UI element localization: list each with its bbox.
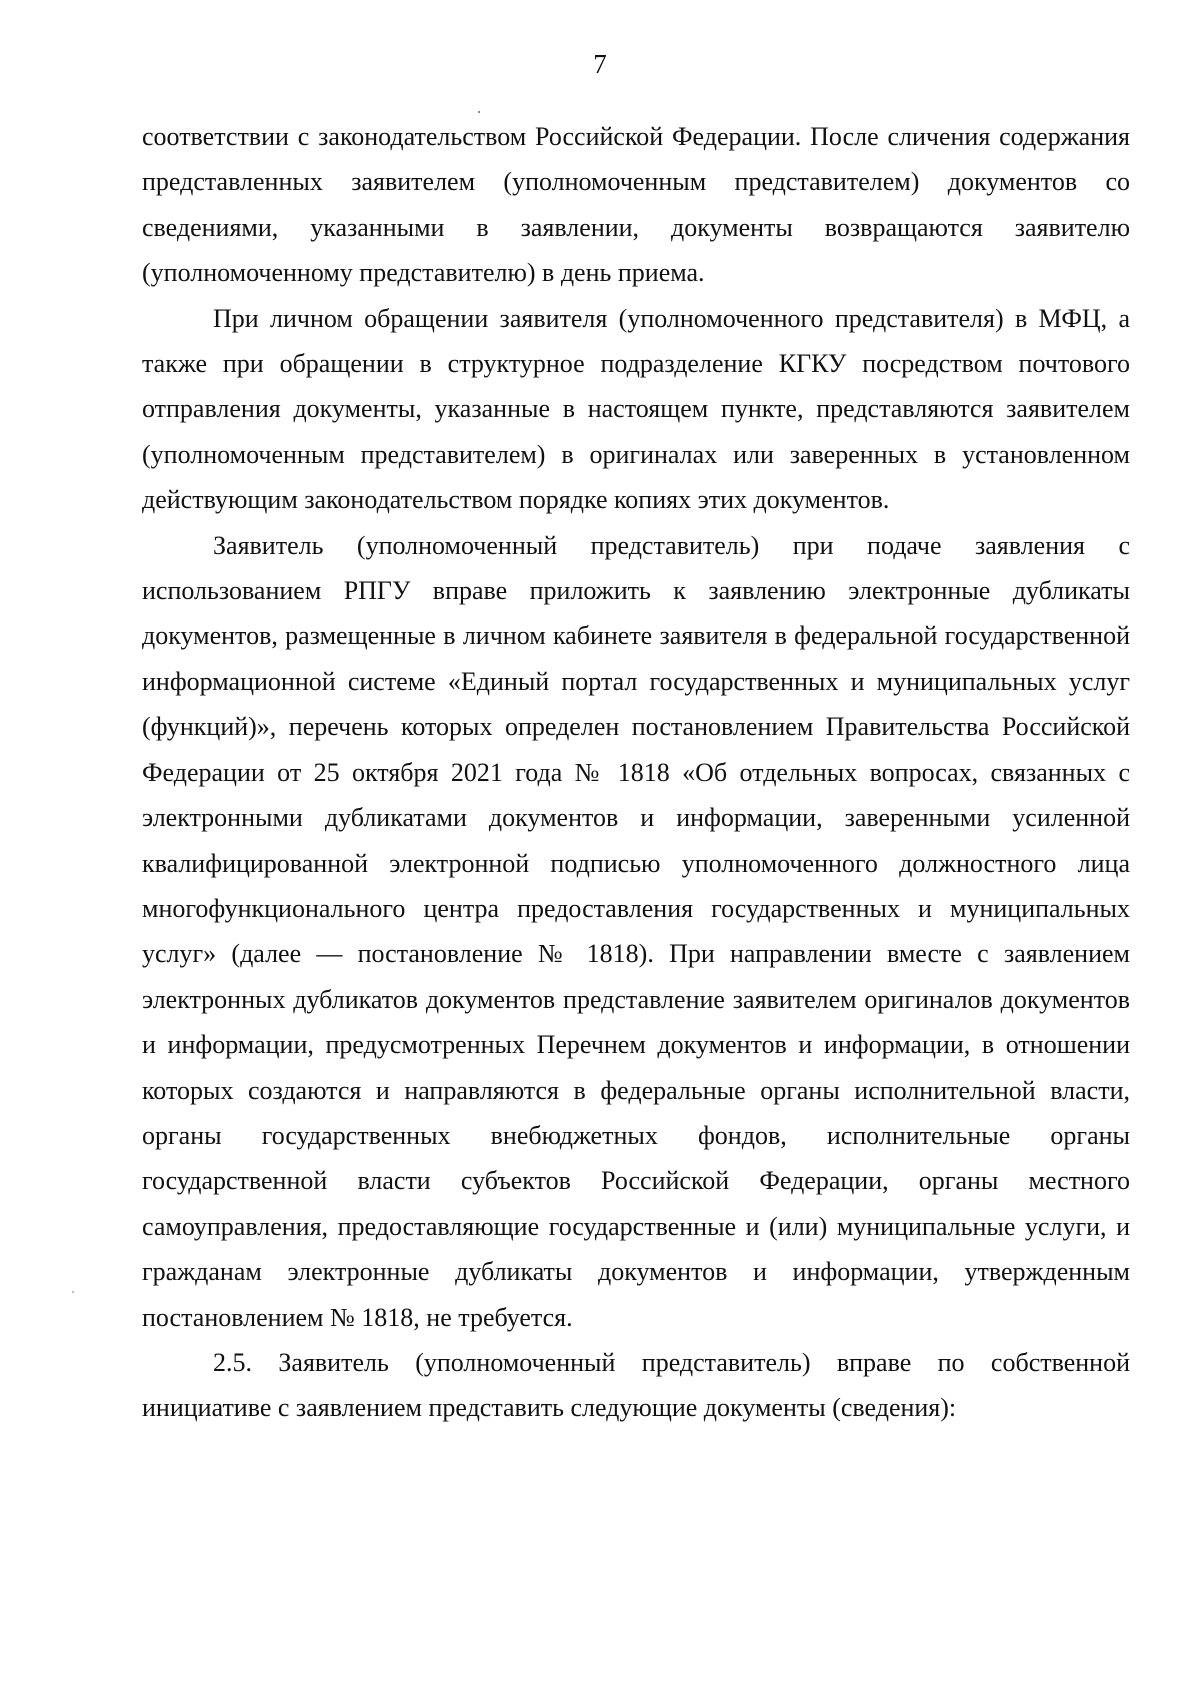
page-number: 7 bbox=[593, 49, 607, 79]
paragraph-personal-application: При личном обращении заявителя (уполномоченного представителя) в МФЦ, а также при обращении в структурное подразделение КГКУ посредством почтового отправления документы, указанные в настоящем пункте, представляются заявителем (уполномоченным представителем) в оригиналах или заверенных в установленном действующим законодательством порядке копиях этих документов. bbox=[142, 303, 1130, 515]
scan-speck bbox=[478, 111, 480, 113]
scan-speck bbox=[72, 1291, 74, 1293]
paragraph-electronic-duplicates: Заявитель (уполномоченный представитель) при подаче заявления с использованием РПГУ вправе приложить к заявлению электронные дубликаты документов, размещенные в личном кабинете заявителя в федеральной государственной информационной системе «Единый портал государственных и муниципальных услуг (функций)», перечень которых определен постановлением Правительства Российской Федерации от 25 октября 2021 года № 1818 «Об отдельных вопросах, связанных с электронными дубликатами документов и информации, заверенными усиленной квалифицированной электронной подписью уполномоченного должностного лица многофункционального центра предоставления государственных и муниципальных услуг» (далее — постановление № 1818). При направлении вместе с заявлением электронных дубликатов документов представление заявителем оригиналов документов и информации, предусмотренных Перечнем документов и информации, в отношении которых создаются и направляются в федеральные органы исполнительной власти, органы государственных внебюджетных фондов, исполнительные органы государственной власти субъектов Российской Федерации, органы местного самоуправления, предоставляющие государственные и (или) муниципальные услуги, и гражданам электронные дубликаты документов и информации, утвержденным постановлением № 1818, не требуется. bbox=[142, 530, 1130, 1332]
paragraph-continuation: соответствии с законодательством Российской Федерации. После сличения содержания представленных заявителем (уполномоченным представителем) документов со сведениями, указанными в заявлении, документы возвращаются заявителю (уполномоченному представителю) в день приема. bbox=[142, 122, 1130, 288]
paragraph-section-2-5: 2.5. Заявитель (уполномоченный представитель) вправе по собственной инициативе с заявлением представить следующие документы (сведения): bbox=[142, 1347, 1130, 1423]
document-body bbox=[142, 114, 1130, 1431]
